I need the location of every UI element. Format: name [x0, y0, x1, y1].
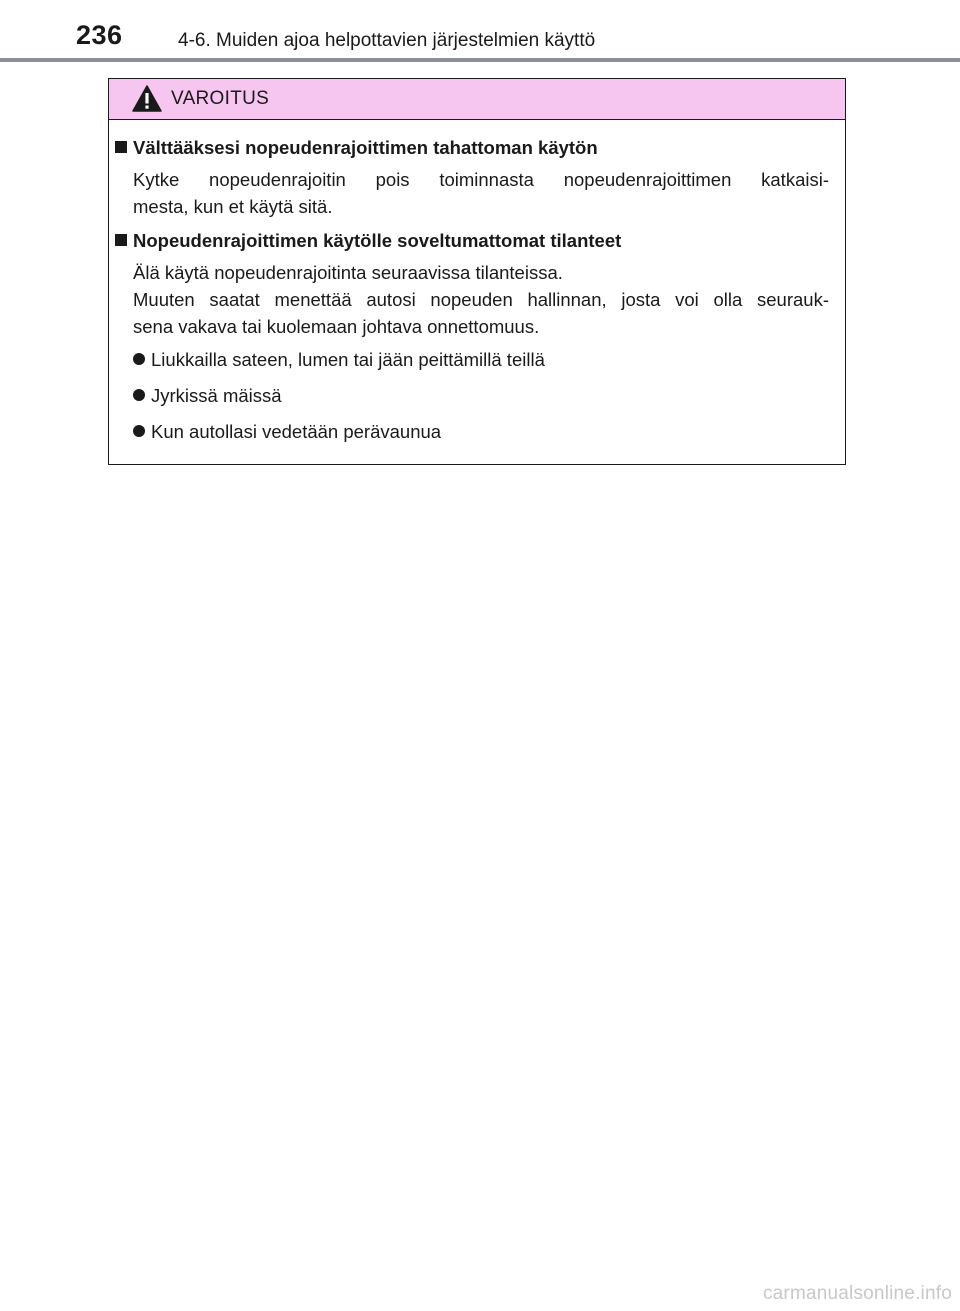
page-number: 236 [76, 20, 123, 50]
section-heading-text: Välttääksesi nopeudenrajoittimen tahattoman käytön [133, 137, 598, 158]
page-header [0, 0, 960, 62]
paragraph-line: Muuten saatat menettää autosi nopeuden hallinnan, josta voi olla seurauk- [133, 289, 829, 310]
warning-box [108, 78, 846, 465]
list-item-text: Jyrkissä mäissä [151, 385, 282, 406]
section-heading-text: Nopeudenrajoittimen käytölle soveltumattomat tilanteet [133, 230, 622, 251]
paragraph-line: sena vakava tai kuolemaan johtava onnettomuus. [133, 316, 540, 337]
warning-triangle-icon [132, 85, 162, 112]
list-item-text: Kun autollasi vedetään perävaunua [151, 421, 442, 442]
list-item [133, 349, 545, 371]
warning-title: VAROITUS [171, 88, 270, 109]
dot-bullet-icon [133, 425, 145, 437]
section-paragraph [133, 259, 829, 340]
section-paragraph [133, 166, 829, 220]
list-item-text: Liukkailla sateen, lumen tai jään peittämillä teillä [151, 349, 545, 370]
warning-header [109, 79, 845, 120]
paragraph-line: mesta, kun et käytä sitä. [133, 196, 333, 217]
list-item [133, 385, 282, 407]
paragraph-line: Kytke nopeudenrajoitin pois toiminnasta nopeudenrajoittimen katkaisi- [133, 169, 829, 190]
dot-bullet-icon [133, 389, 145, 401]
square-bullet-icon [115, 141, 127, 153]
header-rule [0, 58, 960, 62]
list-item [133, 421, 441, 443]
watermark: carmanualsonline.info [762, 1283, 952, 1304]
paragraph-line: Älä käytä nopeudenrajoitinta seuraavissa tilanteissa. [133, 262, 563, 283]
section-heading [115, 137, 598, 159]
chapter-title: 4-6. Muiden ajoa helpottavien järjestelmien käyttö [178, 30, 596, 51]
square-bullet-icon [115, 234, 127, 246]
dot-bullet-icon [133, 353, 145, 365]
section-heading [115, 230, 621, 252]
